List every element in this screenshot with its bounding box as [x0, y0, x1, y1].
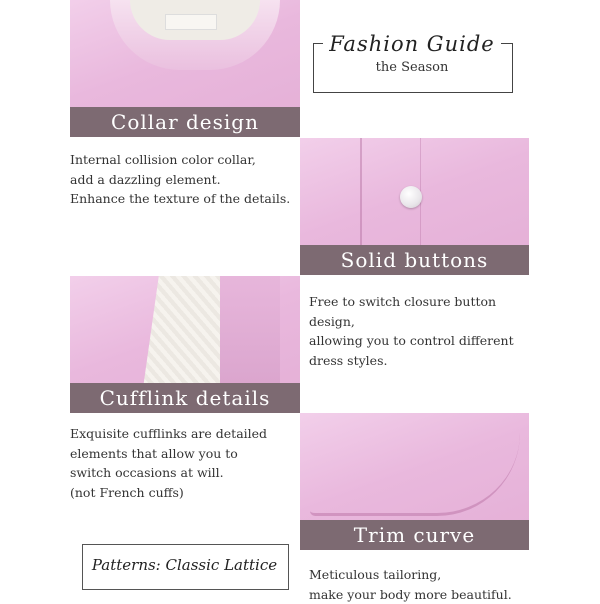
cufflink-description: Exquisite cufflinks are detailed elements that allow you to switch occasions at will. (not French cuffs) — [70, 426, 268, 500]
guide-subtitle: the Season — [375, 60, 449, 75]
trim-description: Meticulous tailoring, make your body more beautiful. — [309, 567, 512, 602]
cufflink-caption: Cufflink details — [70, 383, 300, 413]
trim-caption: Trim curve — [300, 520, 529, 550]
button-icon — [400, 186, 422, 208]
collar-caption: Collar design — [70, 107, 300, 137]
guide-title: Fashion Guide — [323, 32, 500, 56]
label-tag — [165, 14, 217, 30]
trim-panel — [300, 413, 529, 550]
collar-design-panel — [70, 0, 300, 137]
collar-description: Internal collision color collar, add a dazzling element. Enhance the texture of the details. — [70, 152, 291, 206]
cufflink-panel — [70, 276, 300, 413]
buttons-description: Free to switch closure button design, allowing you to control different dress styles. — [309, 294, 514, 368]
patterns-label: Patterns: Classic Lattice — [91, 556, 278, 574]
buttons-panel — [300, 138, 529, 275]
buttons-caption: Solid buttons — [300, 245, 529, 275]
